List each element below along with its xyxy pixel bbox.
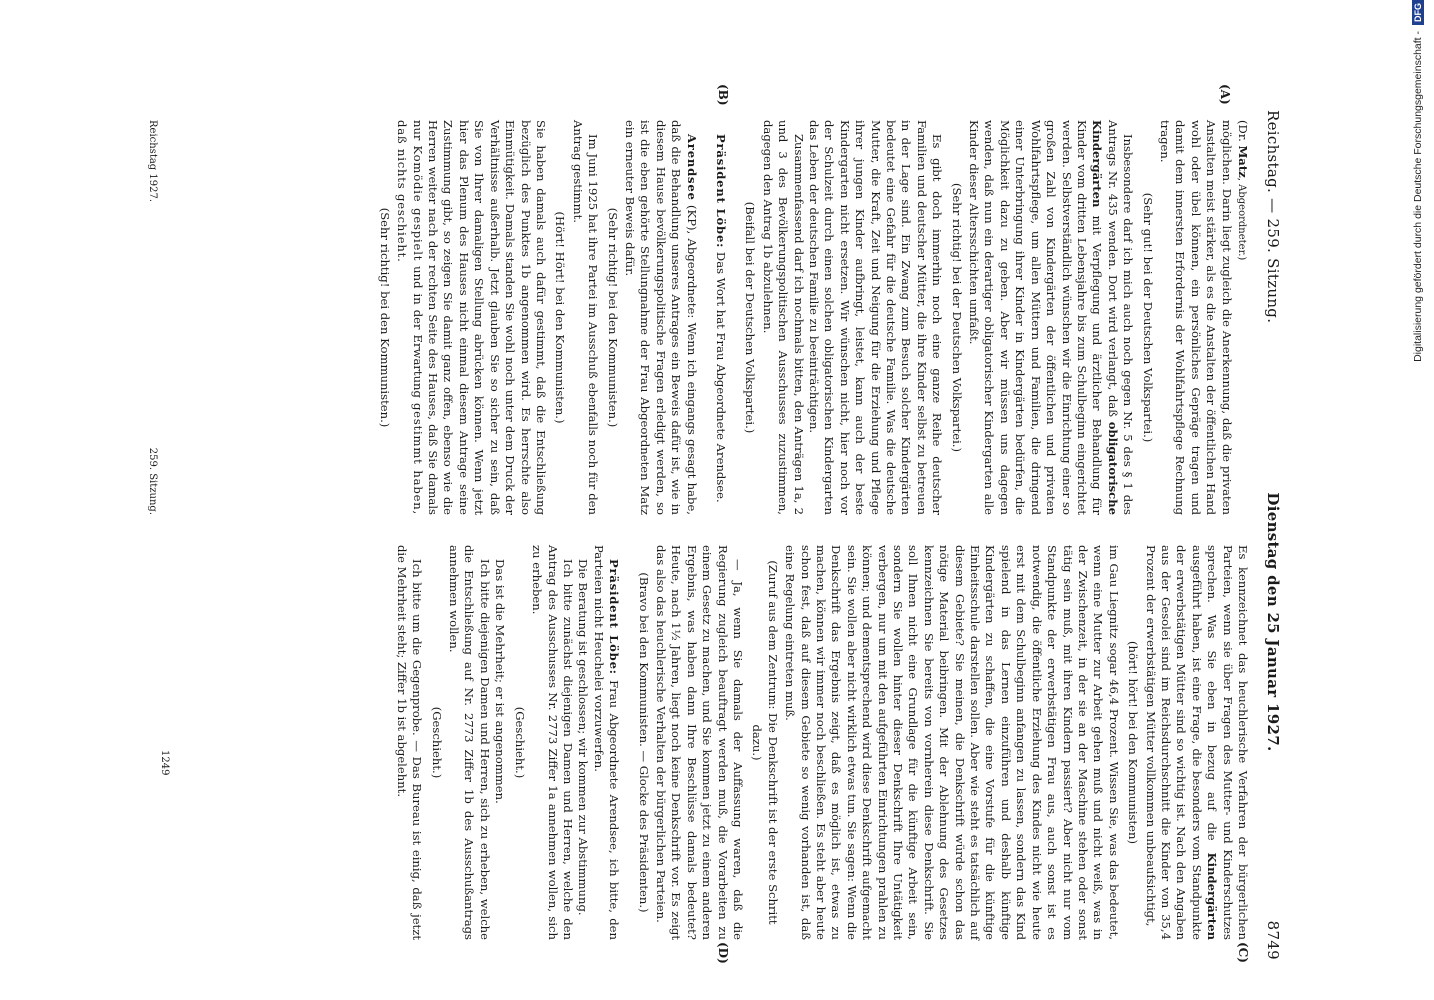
interjection: (Beifall bei der Deutschen Volkspartei.): [743, 201, 758, 434]
paragraph: Insbesondere darf ich mich auch noch gegen Nr. 5 des § 1 des Antrags Nr. 435 wenden. Dort wird verlangt, daß obligatorische Kindergärten mit Verpflegung und ärztlicher Behandlung für Kinder vom dritten Lebensjahre bis zum Schulbeginn eingerichtet werden. Selbstverständlich wünschen wir die Einrichtung einer so großen Zahl von Kindergärten der öffentlichen und privaten Wohlfahrtspflege, um allen Müttern und Familien, die dringend einer Unterbringung ihrer Kinder in Kindergärten bedürfen, die Möglichkeit dazu zu geben. Aber wir müssen uns dagegen wenden, daß nun ein derartiger obligatorischer Kindergarten alle Kinder dieser Altersschichten umfaßt.: [967, 120, 1136, 515]
paragraph: Zusammenfassend darf ich nochmals bitten, den Anträgen 1a, 2 und 3 des Bevölkerungspolitischen Ausschusses zuzustimmen, dagegen den Antrag 1b abzulehnen.: [760, 120, 806, 515]
paragraph: Das ist die Mehrheit; er ist angenommen.: [493, 559, 508, 804]
left-column: [372, 120, 1250, 515]
paragraph: Sie haben damals auch dafür gestimmt, daß die Entschließung bezüglich des Punktes 1b angenommen wird. Es herrschte also Einmütigkeit. Damals standen Sie wohl noch unter dem Druck der Verhältnisse außerhalb. Jetzt glauben Sie so sicher zu sein, daß Sie von Ihrer damaligen Stellung abrücken können. Wenn jetzt hier das Plenum des Hauses nicht einmal diesem Antrage seine Zustimmung gibt, so zeigen Sie damit ganz offen, ebenso wie die Herren weiter nach der rechten Seite des Hauses, daß Sie damals nur Komödie gespielt und in der Erwartung gestimmt haben, daß nichts geschieht.: [395, 120, 548, 515]
dfg-logo-icon: DFG: [1412, 0, 1424, 25]
right-column: [393, 545, 1250, 940]
scanned-page: [115, 84, 1290, 970]
paragraph: Die Beratung ist geschlossen; wir kommen zur Abstimmung.: [576, 559, 591, 916]
header-left: Reichstag. — 259. Sitzung.: [1264, 110, 1282, 324]
margin-letter-d: (D): [716, 942, 730, 964]
interjection: (Geschieht.): [512, 706, 527, 779]
interjection: (Sehr richtig! bei den Kommunisten.): [377, 207, 392, 428]
footer-center: 259. Sitzung.: [147, 447, 158, 515]
interjection: (Sehr richtig! bei den Kommunisten.): [605, 207, 620, 428]
interjection: (Sehr gut! bei der Deutschen Volkspartei.): [1140, 192, 1155, 443]
paragraph: Es kennzeichnet das heuchlerische Verfahren der bürgerlichen Parteien, wenn sie über Fragen des Mutter- und Kinderschutzes sprechen. Was Sie eben in bezug auf die Kindergärten ausgeführt haben, ist eine Frage, die besonders vom Standpunkte der erwerbstätigen Mütter sind so wichtig ist. Nach den Angaben aus der Gesolei sind im Reichsdurchschnitt die Kinder von 35,4 Prozent der erwerbstätigen Mütter vollkommen unbeaufsichtigt,: [1143, 545, 1250, 940]
dfg-watermark: [1408, 0, 1434, 1000]
paragraph: Ich bitte zunächst diejenigen Damen und Herren, welche den Antrag des Ausschusses Nr. 2773 Ziffer 1a annehmen wollen, sich zu erheben.: [530, 545, 575, 940]
margin-letter-c: (C): [1236, 942, 1250, 963]
paragraph: möglichen. Darin liegt zugleich die Anerkennung, daß die privaten Anstalten meist stärker, als es die Anstalten der öffentlichen Hand wohl oder übel können, ein persönliches Gepräge tragen und damit dem innersten Erfordernis der Wohlfahrtspflege Rechnung tragen.: [1157, 120, 1234, 515]
paragraph: Ich bitte um die Gegenprobe. — Das Bureau ist einig, daß jetzt die Mehrheit steht; Ziffer 1b ist abgelehnt.: [394, 545, 425, 940]
header-date: Dienstag den 25 Januar 1927.: [1264, 492, 1282, 752]
interjection: (Geschieht.): [429, 706, 444, 779]
watermark-text: Digitalisierung gefördert durch die Deutsche Forschungsgemeinschaft -: [1412, 31, 1424, 362]
interjection: (Hört! Hört! bei den Kommunisten.): [553, 211, 568, 424]
paragraph: im Gau Liegnitz sogar 46,4 Prozent. Wissen Sie, was das bedeutet, wenn eine Mutter zur Arbeit gehen muß und nicht weiß, was in der Zwischenzeit, in der sie an der Maschine stehen oder sonst tätig sein muß, mit ihren Kindern passiert? Aber nicht nur vom Standpunkte der erwerbstätigen Frau aus, auch sonst ist es notwendig, die öffentliche Erziehung des Kindes nicht wie heute erst mit dem Schulbeginn anfangen zu lassen, sondern das Kind spielend in das Lernen einzuführen und deshalb künftige Kindergärten zu schaffen, die eine Vorstufe für die künftige Einheitsschule darstellen sollen. Aber wie steht es tatsächlich auf diesem Gebiete? Sie meinen, die Denkschrift würde schon das nötige Material beibringen. Mit der Ablehnung des Gesetzes kennzeichnen Sie bereits von vornherein diese Denkschrift. Sie soll Ihnen nicht eine Grundlage für die künftige Arbeit sein, sondern Sie wollen hinter dieser Denkschrift Ihre Untätigkeit verbergen, nur um mit den aufgeführten Einrichtungen prahlen zu können; und dementsprechend wird diese Denkschrift aufgemacht sein. Sie wollen aber nicht wirklich etwas tun. Sie sagen: Wenn die Denkschrift das Ergebnis zeigt, daß es möglich ist, etwas zu machen, können wir immer noch beschließen. Es steht aber heute schon fest, daß auf diesem Gebiete so wenig vorhanden ist, daß eine Regelung eintreten muß.: [783, 545, 1121, 940]
interjection: (hört! hört! bei den Kommunisten): [1126, 640, 1141, 845]
margin-letter-b: (B): [716, 84, 730, 106]
margin-letter-a: (A): [1218, 84, 1232, 105]
page-number: 8749: [1264, 920, 1282, 960]
speaker-continuation: (Dr. Matz, Abgeordneter.): [1236, 120, 1250, 261]
page-footer: [147, 120, 158, 515]
paragraph: Es gibt doch immerhin noch eine ganze Reihe deutscher Familien und deutscher Mütter, die ihre Kinder selbst zu betreuen in der Lage sind. Ein Zwang zum Besuch solcher Kindergärten bedeutet eine Gefahr für die deutsche Familie. Was die deutsche Mutter, die Kraft, Zeit und Neigung für die Erziehung und Pflege ihrer jungen Kinder aufbringt, leistet, kann auch der beste Kindergarten nicht ersetzen. Wir wünschen nicht, hier noch vor der Schulzeit durch einen solchen obligatorischen Kindergarten das Leben der deutschen Familie zu beeinträchtigen.: [807, 120, 945, 515]
running-head: [1264, 110, 1290, 960]
paragraph: Im Juni 1925 hat ihre Partei im Ausschuß ebenfalls noch für den Antrag gestimmt.: [570, 120, 601, 515]
interjection: (Bravo bei den Kommunisten. — Glocke des Präsidenten.): [636, 572, 651, 913]
signature-mark: 1249: [159, 750, 170, 776]
speaker-paragraph: Präsident Löbe: Das Wort hat Frau Abgeordnete Arendsee.: [714, 134, 728, 503]
footer-left: Reichstag 1927.: [147, 120, 158, 203]
interjection: (Sehr richtig! bei der Deutschen Volkspartei.): [949, 182, 964, 453]
paragraph: Ich bitte diejenigen Damen und Herren, sich zu erheben, welche die Entschließung auf Nr. 2773 Ziffer 1b des Ausschußantrags annehmen wollen.: [447, 545, 492, 941]
paragraph: — Ja, wenn Sie damals der Auffassung waren, daß die Regierung zugleich beauftragt werden muß, die Vorarbeiten zu einem Gesetz zu machen, und Sie kommen jetzt zu einem anderen Ergebnis, was haben dann Ihre Beschlüsse damals bedeutet? Heute, nach 1½ Jahren, liegt noch keine Denkschrift vor. Es zeigt das also das heuchlerische Verhalten der bürgerlichen Parteien.: [653, 545, 745, 940]
interjection: (Zuruf aus dem Zentrum: Die Denkschrift ist der erste Schritt dazu.): [750, 560, 780, 925]
speaker-paragraph: Präsident Löbe: Frau Abgeordnete Arendsee, ich bitte, den Parteien nicht Heuchelei vorzuwerfen.: [591, 545, 622, 940]
speaker-paragraph: Arendsee (KP), Abgeordnete: Wenn ich eingangs gesagt habe, daß die Behandlung unseres Antrages ein Beweis dafür ist, wie in diesem Hause bevölkerungspolitische Fragen erledigt werden, so ist die eben gehörte Stellungnahme der Frau Abgeordneten Matz ein erneuter Beweis dafür.: [622, 120, 699, 515]
